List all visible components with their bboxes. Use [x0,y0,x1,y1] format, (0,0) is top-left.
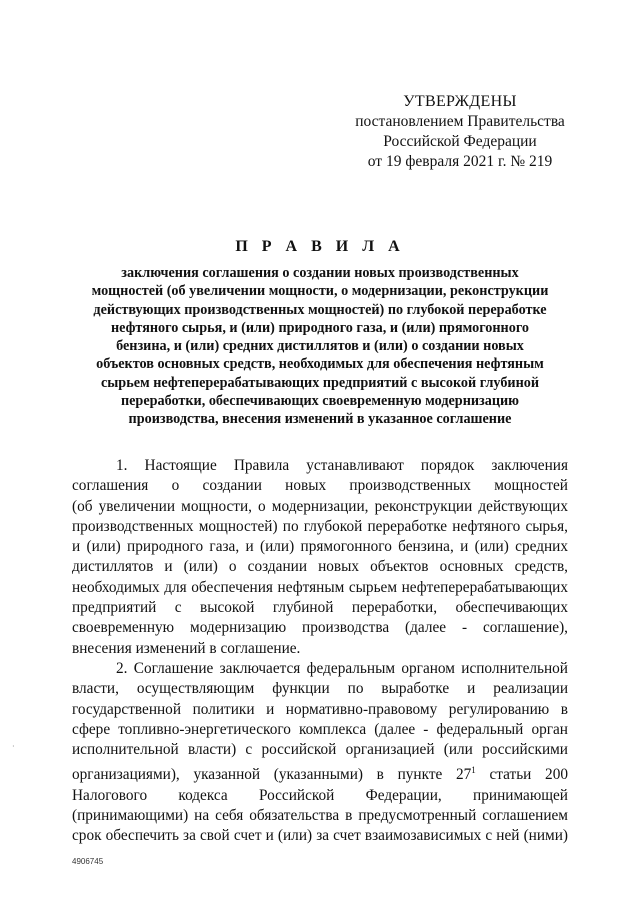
paragraph-line: 2. Соглашение заключается федеральным органом исполнительной [116,659,568,677]
subtitle-line: действующих производственных мощностей) по глубокой переработке [93,301,547,318]
paragraph-line: и (или) природного газа, и (или) прямогонного бензина, и (или) средних [72,538,568,556]
document-subtitle [82,264,558,429]
paragraph-line: власти, осуществляющим функции по выработке и реализации [72,680,568,698]
footnote-superscript: 1 [471,765,476,776]
paragraph-line-tail: статьи 200 [489,766,568,784]
paragraph-line: внесения изменений в соглашение. [72,639,301,657]
subtitle-line: производства, внесения изменений в указанное соглашение [128,411,512,428]
paragraph-line: дистиллятов и (или) о создании новых объектов основных средств, [72,558,568,576]
approval-block [340,92,580,172]
document-body [72,456,568,847]
paragraph-line: государственной политики и нормативно-правовому регулированию в [72,700,568,718]
paragraph-line: Налогового кодекса Российской Федерации, принимающей [72,786,568,804]
margin-mark: · [12,742,15,751]
paragraph-line: сфере топливно-энергетического комплекса (далее - федеральный орган [72,720,568,738]
paragraph-line: исполнительной власти) с российской организацией (или российскими [72,741,568,759]
paragraph-line: соглашения о создании новых производственных мощностей [72,477,568,495]
paragraph-line: 1. Настоящие Правила устанавливают порядок заключения [116,457,568,474]
paragraph-line: предприятий с высокой глубиной переработки, обеспечивающих [72,599,568,617]
document-title: П Р А В И Л А [235,238,405,255]
paragraph-line: производственных мощностей) по глубокой переработке нефтяного сырья, [72,517,568,535]
approval-line-1: постановлением Правительства [355,113,565,130]
approval-line-3: от 19 февраля 2021 г. № 219 [367,153,553,170]
paragraph-line: своевременную модернизацию производства (далее - соглашение), [72,619,568,637]
approval-line-2: Российской Федерации [383,133,537,150]
subtitle-line: мощностей (об увеличении мощности, о модернизации, реконструкции [91,283,549,300]
paragraph-2 [72,659,568,847]
subtitle-line: сырьем нефтеперерабатывающих предприятий с высокой глубиной [100,374,540,391]
paragraph-line: срок обеспечить за свой счет и (или) за счет взаимозависимых с ней (ними) [72,827,568,845]
paragraph-line: необходимых для обеспечения нефтяным сырьем нефтеперерабатывающих [72,578,568,596]
paragraph-line: (об увеличении мощности, о модернизации, реконструкции действующих [72,497,568,515]
subtitle-line: заключения соглашения о создании новых производственных [121,265,519,281]
approval-heading: УТВЕРЖДЕНЫ [403,93,517,110]
paragraph-line-text: организациями), указанной (указанными) в пункте 27 [72,766,472,784]
subtitle-line: бензина, и (или) средних дистиллятов и (или) о создании новых [116,338,524,355]
subtitle-line: нефтяного сырья, и (или) природного газа, и (или) прямогонного [110,319,530,336]
subtitle-line: переработки, обеспечивающих своевременную модернизацию [120,393,520,410]
paragraph-line-with-footnote [72,760,568,785]
document-number: 4906745 [72,857,104,866]
paragraph-line: (принимающими) на себя обязательства в предусмотренный соглашением [72,807,568,825]
paragraph-1 [72,456,568,659]
subtitle-line: объектов основных средств, необходимых для обеспечения нефтяным [96,356,544,373]
